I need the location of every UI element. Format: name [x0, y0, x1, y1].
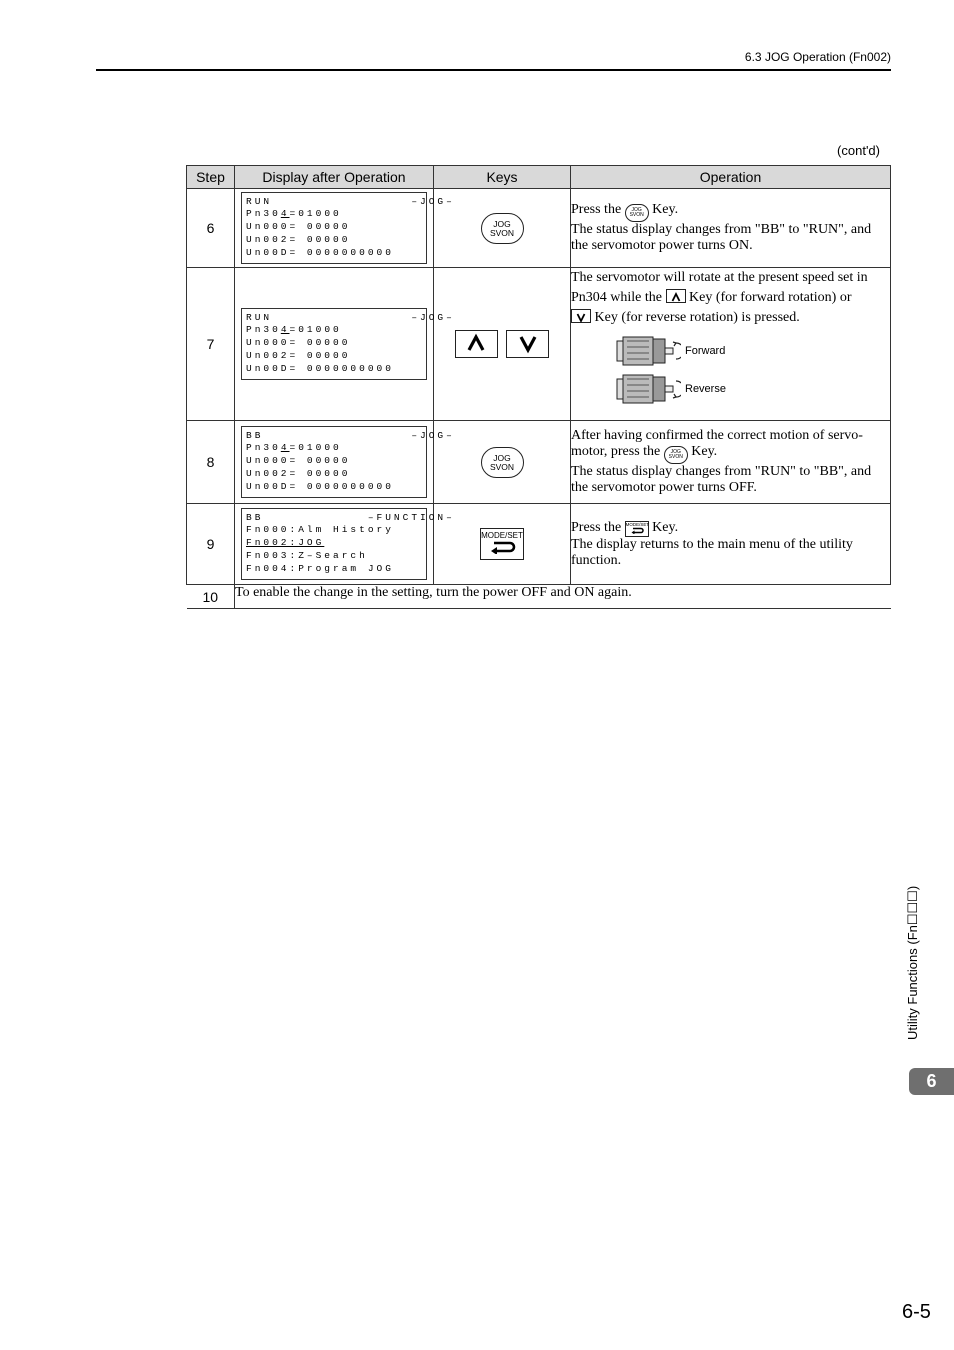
step-number: 8 — [187, 421, 235, 504]
lcd-display — [241, 308, 455, 381]
operation-cell — [571, 268, 891, 421]
lcd-line: Un002= 00000 — [246, 349, 351, 361]
page-number: 6-5 — [902, 1301, 931, 1323]
table-row — [187, 585, 891, 609]
operation-text: Key (for forward rotation) or — [689, 290, 852, 305]
operation-text: The display returns to the main menu of the utility function. — [571, 536, 853, 568]
steps-table — [186, 165, 891, 609]
operation-text: After having confirmed the correct motion of servo-motor, press the — [571, 428, 863, 460]
jog-svon-key-icon: JOG SVON — [664, 446, 688, 464]
key-label: JOG — [493, 218, 511, 229]
header-keys: Keys — [434, 166, 571, 189]
operation-text: The servomotor will rotate at the present speed set in Pn304 while the — [571, 270, 868, 305]
header-display: Display after Operation — [235, 166, 434, 189]
down-arrow-key — [506, 330, 549, 358]
operation-text: The status display changes from "BB" to "RUN", and the servomotor power turns ON. — [571, 221, 872, 253]
table-row — [187, 504, 891, 585]
header-operation: Operation — [571, 166, 891, 189]
forward-label: Forward — [685, 345, 726, 357]
operation-cell — [571, 421, 891, 504]
table-row — [187, 268, 891, 421]
lcd-line: Fn004:Program JOG — [246, 562, 394, 574]
lcd-line: BB –JOG– — [246, 429, 455, 441]
table-row — [187, 189, 891, 268]
display-cell — [235, 189, 455, 268]
jog-svon-key-icon: JOG SVON — [625, 204, 649, 222]
lcd-line: Un000= 00000 — [246, 221, 351, 233]
display-cell — [235, 421, 455, 504]
header-step: Step — [187, 166, 235, 189]
lcd-line: Un000= 00000 — [246, 337, 351, 349]
lcd-display — [241, 192, 455, 265]
table-row — [187, 421, 891, 504]
continued-label: (cont'd) — [837, 143, 880, 158]
servomotor-forward-icon — [615, 333, 681, 369]
display-cell — [235, 504, 455, 585]
step-number: 9 — [187, 504, 235, 585]
key-label: JOG — [493, 452, 511, 463]
jog-svon-key — [481, 447, 524, 478]
down-arrow-key-icon — [571, 309, 591, 323]
forward-motor — [615, 332, 890, 370]
return-arrow-icon — [630, 527, 644, 534]
servomotor-reverse-icon — [615, 371, 681, 407]
display-cell — [235, 268, 455, 421]
reverse-label: Reverse — [685, 383, 726, 395]
lcd-line: Un000= 00000 — [246, 455, 351, 467]
lcd-line: Fn003:Z–Search — [246, 549, 368, 561]
key-label: SVON — [489, 227, 515, 238]
operation-cell — [571, 504, 891, 585]
step-number: 7 — [187, 268, 235, 421]
section-header: 6.3 JOG Operation (Fn002) — [744, 50, 891, 64]
operation-text: Press the — [571, 519, 622, 535]
up-arrow-key — [455, 330, 498, 358]
side-tab-label: Utility Functions (Fn☐☐☐) — [905, 885, 920, 1040]
operation-text: Key. — [652, 519, 679, 535]
lcd-line: Un00D= 0000000000 — [246, 246, 394, 258]
lcd-line: RUN –JOG– — [246, 195, 455, 207]
lcd-display — [241, 426, 455, 499]
operation-cell — [571, 189, 891, 268]
lcd-line: Fn000:Alm History — [246, 524, 394, 536]
operation-text: Key. — [691, 444, 718, 460]
lcd-line: Un002= 00000 — [246, 233, 351, 245]
lcd-line: RUN –JOG– — [246, 311, 455, 323]
step-number: 6 — [187, 189, 235, 268]
operation-text: Press the — [571, 202, 622, 218]
reverse-motor — [615, 370, 890, 408]
key-label: MODE/SET — [481, 531, 523, 540]
operation-text: Key. — [652, 202, 679, 218]
table-header-row — [187, 166, 891, 189]
mode-set-key-icon: MODE/SET — [625, 521, 649, 537]
lcd-line: Un00D= 0000000000 — [246, 480, 394, 492]
operation-text: The status display changes from "RUN" to "BB", and the servomotor power turns OFF. — [571, 463, 872, 495]
mode-set-key — [480, 528, 524, 560]
keys-cell — [434, 268, 571, 421]
step-number: 10 — [187, 585, 235, 609]
down-arrow-icon — [508, 331, 548, 356]
lcd-line: Pn304=01000 — [246, 442, 342, 454]
return-arrow-icon — [488, 540, 516, 554]
key-label: SVON — [489, 461, 515, 472]
jog-svon-key — [481, 213, 524, 244]
up-arrow-icon — [456, 331, 496, 356]
lcd-line: BB –FUNCTION– — [246, 511, 455, 523]
up-arrow-icon — [667, 291, 685, 303]
up-arrow-key-icon — [666, 289, 686, 303]
lcd-line: Pn304=01000 — [246, 208, 342, 220]
lcd-line: Fn002:JOG — [246, 537, 325, 549]
header-rule — [96, 69, 891, 71]
lcd-line: Un002= 00000 — [246, 467, 351, 479]
chapter-tab: 6 — [909, 1068, 954, 1095]
operation-text: Key (for reverse rotation) is pressed. — [594, 310, 800, 325]
lcd-line: Un00D= 0000000000 — [246, 362, 394, 374]
down-arrow-icon — [572, 311, 590, 323]
operation-cell: To enable the change in the setting, turn the power OFF and ON again. — [235, 585, 891, 609]
lcd-display — [241, 508, 455, 581]
lcd-line: Pn304=01000 — [246, 324, 342, 336]
